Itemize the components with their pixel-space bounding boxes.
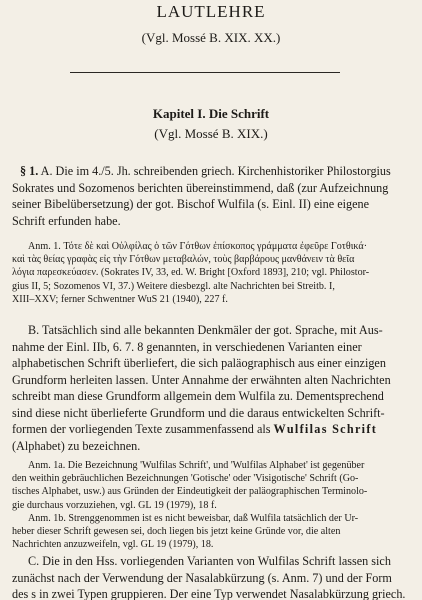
paragraph-line: sind diese nicht überlieferte Grundform und die daraus entwickelten Schrift- <box>12 405 385 420</box>
note-line: καὶ τὰς θείας γραφὰς εἰς τὴν Γότθων μεταβαλών, τοὺς βαρβάρους μανθάνειν τὰ θεῖα <box>12 254 355 266</box>
divider-rule <box>70 72 340 73</box>
note-1b <box>12 512 408 552</box>
term-wulfilas-schrift: Wulfilas Schrift <box>273 422 378 436</box>
note-line: XIII–XXV; ferner Schwentner WuS 21 (1940), 227 f. <box>12 293 228 305</box>
paragraph-line: Schrift erfunden habe. <box>12 213 121 228</box>
note-line: λόγια παρεσκεύασεν. (Sokrates IV, 33, ed. W. Bright [Oxford 1893], 210; vgl. Philostor- <box>12 267 370 279</box>
paragraph-line: des s in zwei Typen gruppieren. Der eine Typ verwendet Nasalabkürzung griech. <box>12 587 406 600</box>
paragraph-line: C. Die in den Hss. vorliegenden Varianten von Wulfilas Schrift lassen sich <box>28 554 391 568</box>
paragraph-line: nahme der Einl. IIb, 6. 7. 8 genannten, in verschiedenen Varianten einer <box>12 339 362 354</box>
paragraph-line: schreibt man diese Grundform allgemein dem Wulfila zu. Dementsprechend <box>12 389 384 403</box>
note-1 <box>12 240 408 306</box>
paragraph-line: B. Tatsächlich sind alle bekannten Denkmäler der got. Sprache, mit Aus- <box>28 323 383 337</box>
section-number: § 1. <box>20 164 39 178</box>
note-line: heber dieser Schrift gewesen sei, doch liegen bis jetzt keine Gründe vor, die alten <box>12 526 341 538</box>
paragraph-line: § 1. A. Die im 4./5. Jh. schreibenden griech. Kirchenhistoriker Philostorgius <box>20 164 391 178</box>
paragraph-line: alphabetischen Schrift überliefert, die sich paläographisch aus einer einzigen <box>12 356 386 370</box>
page-heading-reference: (Vgl. Mossé B. XIX. XX.) <box>141 30 281 45</box>
paragraph-line: Sokrates und Sozomenos berichten übereinstimmend, daß (zur Aufzeichnung <box>12 180 389 195</box>
note-line: Anm. 1a. Die Bezeichnung 'Wulfilas Schrift', und 'Wulfilas Alphabet' ist gegenüber <box>28 460 365 471</box>
note-line: gie durchaus vorzuziehen, vgl. GL 19 (1979), 18 f. <box>12 499 217 511</box>
paragraph-3 <box>12 553 408 600</box>
note-line: gius II, 5; Sozomenos VI, 37.) Weitere diesbezgl. alte Nachrichten bei Streitb. I, <box>12 280 335 292</box>
paragraph-line: Grundform herleiten lassen. Unter Annahme der erwähnten alten Nachrichten <box>12 372 391 387</box>
paragraph-1 <box>12 163 408 229</box>
page-heading: LAUTLEHRE <box>156 2 266 21</box>
paragraph-line: formen der vorliegenden Texte zusammenfassend als Wulfilas Schrift <box>12 422 378 436</box>
paragraph-line: seiner Bibelübersetzung) der got. Bischof Wulfila (s. Einl. II) eine eigene <box>12 197 370 211</box>
paragraph-2 <box>12 322 408 454</box>
chapter-reference: (Vgl. Mossé B. XIX.) <box>154 126 268 141</box>
note-1a <box>12 459 408 512</box>
note-line: Nachrichten anzuzweifeln, vgl. GL 19 (1979), 18. <box>12 539 214 551</box>
note-line: Anm. 1. Τότε δὲ καὶ Οὐλφίλας ὁ τῶν Γότθων ἐπίσκοπος γράμματα ἐφεῦρε Γοτθικά· <box>28 241 368 252</box>
note-line: Anm. 1b. Strenggenommen ist es nicht beweisbar, daß Wulfila tatsächlich der Ur- <box>28 513 359 524</box>
paragraph-line: zunächst nach der Verwendung der Nasalabkürzung (s. Anm. 7) und der Form <box>12 570 392 585</box>
note-line: den weithin gebräuchlichen Bezeichnungen 'Gotische' oder 'Visigotische' Schrift (Go- <box>12 473 359 485</box>
chapter-title: Kapitel I. Die Schrift <box>152 106 270 121</box>
note-line: tisches Alphabet, usw.) aus Gründen der Eindeutigkeit der paläographischen Terminolo- <box>12 486 368 498</box>
paragraph-line: (Alphabet) zu bezeichnen. <box>12 438 141 453</box>
